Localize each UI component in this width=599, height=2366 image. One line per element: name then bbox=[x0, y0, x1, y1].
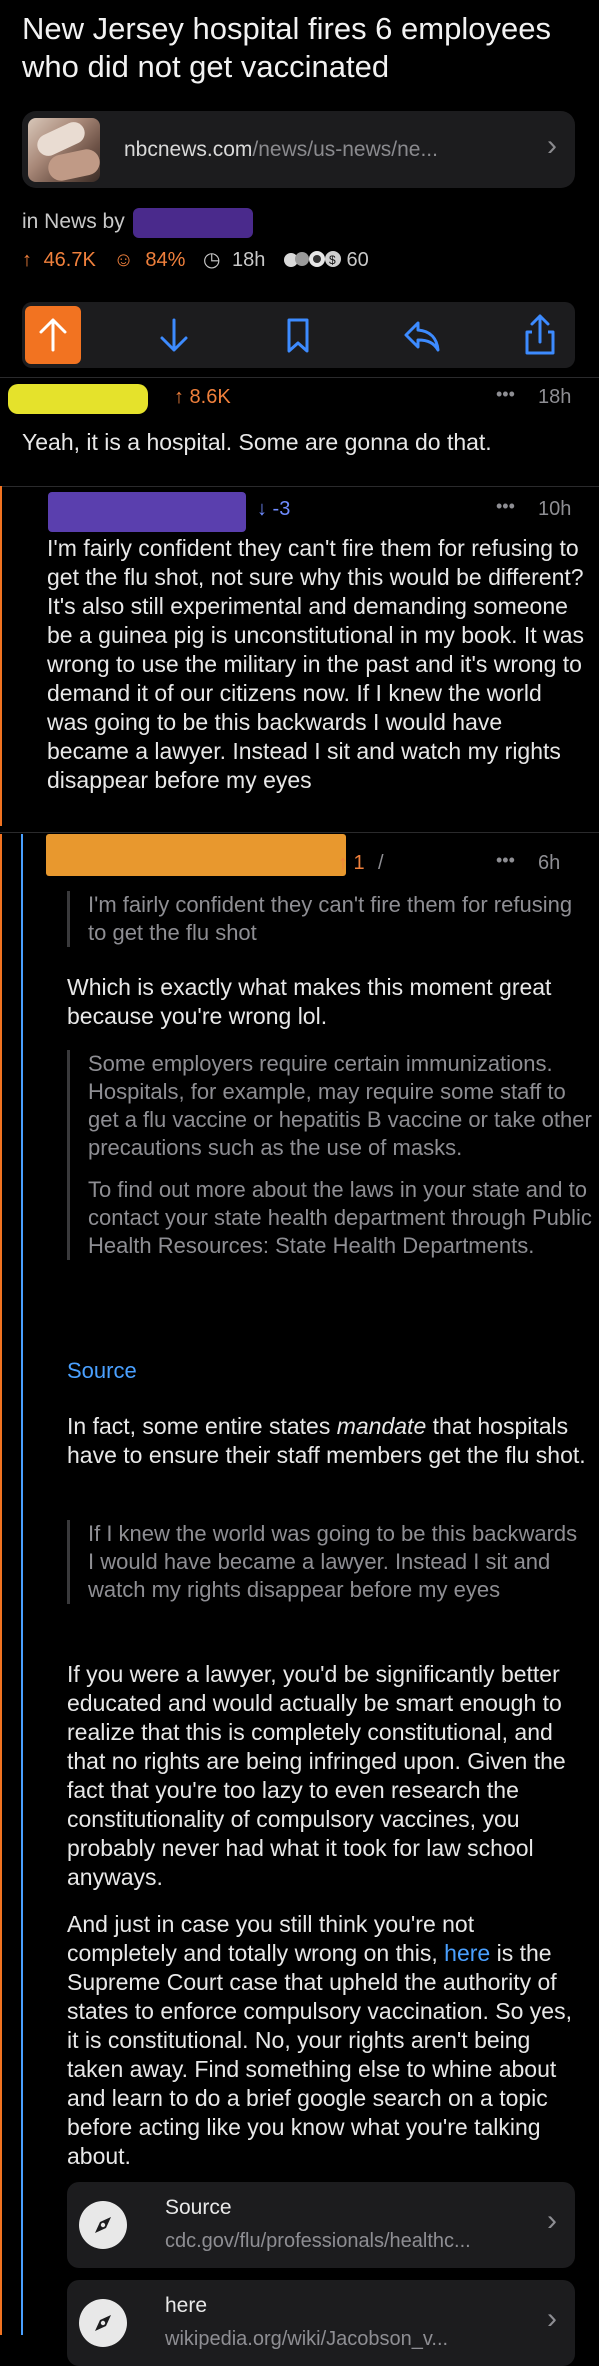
comment-body: Yeah, it is a hospital. Some are gonna do that. bbox=[22, 429, 492, 455]
divider bbox=[0, 377, 599, 378]
quote-paragraph: To find out more about the laws in your state and to contact your state health department through Public Health Resources: State Health Departments. bbox=[88, 1177, 592, 1258]
comment-score: ↓ -3 bbox=[257, 498, 291, 520]
share-button[interactable] bbox=[512, 306, 568, 364]
here-link[interactable]: here bbox=[444, 1940, 491, 1966]
blockquote bbox=[67, 1050, 598, 1260]
link-card-title: Source bbox=[165, 2196, 232, 2219]
comment-age: 18h bbox=[538, 386, 572, 408]
link-url bbox=[124, 138, 438, 162]
community-prefix: in News by bbox=[22, 210, 125, 233]
comment-body: I'm fairly confident they can't fire them for refusing to get the flu shot, not sure why this would be different? It's also still experimental and demanding someone be a guinea pig is unconstitutional in my book. It was wrong to use the military in the past and it's wrong to demand it of our citizens now. If I knew the world was going to be this backwards I would have became a lawyer. Instead I sit and watch my rights disappear before my eyes bbox=[47, 535, 584, 793]
comment bbox=[0, 834, 599, 2350]
quote-paragraph: Some employers require certain immunizations. Hospitals, for example, may require some staff to get a flu vaccine or hepatitis B vaccine or take other precautions such as the use of masks. bbox=[88, 1051, 592, 1160]
blockquote: I'm fairly confident they can't fire them for refusing to get the flu shot bbox=[67, 891, 588, 947]
link-path: /news/us-news/ne... bbox=[252, 138, 438, 161]
comment-age: 6h bbox=[538, 852, 561, 874]
award-count: 60 bbox=[346, 249, 369, 271]
comment-score: ↑ 1 bbox=[338, 852, 365, 874]
upvote-count: ↑ 46.7K bbox=[22, 249, 96, 271]
link-domain: nbcnews.com bbox=[124, 138, 253, 161]
arrow-up-icon: ↑ bbox=[22, 249, 32, 271]
redacted-username bbox=[46, 834, 346, 876]
post-stats bbox=[22, 247, 381, 272]
redacted-username bbox=[8, 384, 148, 414]
upvote-ratio: ☺ 84% bbox=[113, 249, 186, 271]
post-community bbox=[22, 210, 125, 234]
share-icon bbox=[512, 306, 568, 364]
thread-line bbox=[0, 486, 2, 826]
arrow-up-icon bbox=[25, 306, 81, 364]
more-options-icon[interactable]: ••• bbox=[496, 496, 515, 516]
link-card-source[interactable] bbox=[67, 2182, 575, 2268]
link-card-title: here bbox=[165, 2294, 208, 2317]
comment bbox=[0, 486, 599, 828]
clock-icon: ◷ bbox=[202, 249, 221, 271]
post-title: New Jersey hospital fires 6 employees who did not get vaccinated bbox=[22, 11, 551, 84]
thread-line bbox=[0, 834, 2, 2335]
link-thumbnail bbox=[28, 118, 100, 182]
comment-age: 10h bbox=[538, 498, 572, 520]
bookmark-icon bbox=[270, 306, 326, 364]
divider bbox=[0, 832, 599, 833]
arrow-down-icon bbox=[146, 306, 202, 364]
awards bbox=[283, 249, 375, 271]
chevron-right-icon: › bbox=[547, 2204, 557, 2237]
link-card-here[interactable] bbox=[67, 2280, 575, 2366]
comment-paragraph: In fact, some entire states mandate that hospitals have to ensure their staff members get the flu shot. bbox=[67, 1413, 586, 1468]
link-card-url: wikipedia.org/wiki/Jacobson_v... bbox=[165, 2328, 449, 2350]
smiley-icon: ☺ bbox=[113, 249, 134, 271]
blockquote: If I knew the world was going to be this backwards I would have became a lawyer. Instead I sit and watch my rights disappear before my eyes bbox=[67, 1520, 588, 1604]
comment-paragraph: Which is exactly what makes this moment great because you're wrong lol. bbox=[67, 974, 552, 1029]
emphasis: mandate bbox=[336, 1413, 427, 1439]
save-button[interactable] bbox=[270, 306, 326, 364]
upvote-button[interactable] bbox=[25, 306, 81, 364]
reply-icon bbox=[394, 306, 450, 364]
edited-icon: / bbox=[378, 852, 384, 874]
source-link[interactable]: Source bbox=[67, 1358, 137, 1383]
downvote-button[interactable] bbox=[146, 306, 202, 364]
redacted-username bbox=[133, 208, 253, 238]
post-action-bar bbox=[22, 302, 575, 368]
comment-score: ↑ 8.6K bbox=[174, 386, 231, 408]
more-options-icon[interactable]: ••• bbox=[496, 850, 515, 870]
compass-icon bbox=[79, 2299, 127, 2347]
comment bbox=[0, 382, 599, 478]
chevron-right-icon: › bbox=[547, 2302, 557, 2335]
post-age: ◷ 18h bbox=[202, 249, 266, 271]
award-icons bbox=[283, 248, 341, 270]
svg-text:$: $ bbox=[328, 253, 336, 267]
redacted-username bbox=[48, 492, 246, 532]
comment-paragraph: And just in case you still think you're not completely and totally wrong on this, here is the Supreme Court case that upheld the authority of states to enforce compulsory vaccination. So yes, it is constitutional. No, your rights aren't being taken away. Find something else to whine about and learn to do a brief google search on a topic before acting like you know what you're talking about. bbox=[67, 1911, 572, 2169]
link-preview-card[interactable] bbox=[22, 111, 575, 188]
compass-icon bbox=[79, 2201, 127, 2249]
comment-paragraph: If you were a lawyer, you'd be significantly better educated and would actually be smart enough to realize that this is completely constitutional, and that no rights are being infringed upon. Given the fact that you're too lazy to even research the constitutionality of compulsory vaccines, you probably never had what it took for law school anyways. bbox=[67, 1661, 566, 1890]
thread-line bbox=[21, 834, 23, 2335]
reply-button[interactable] bbox=[394, 306, 450, 364]
chevron-right-icon: › bbox=[547, 129, 557, 162]
link-card-url: cdc.gov/flu/professionals/healthc... bbox=[165, 2230, 471, 2252]
more-options-icon[interactable]: ••• bbox=[496, 384, 515, 404]
